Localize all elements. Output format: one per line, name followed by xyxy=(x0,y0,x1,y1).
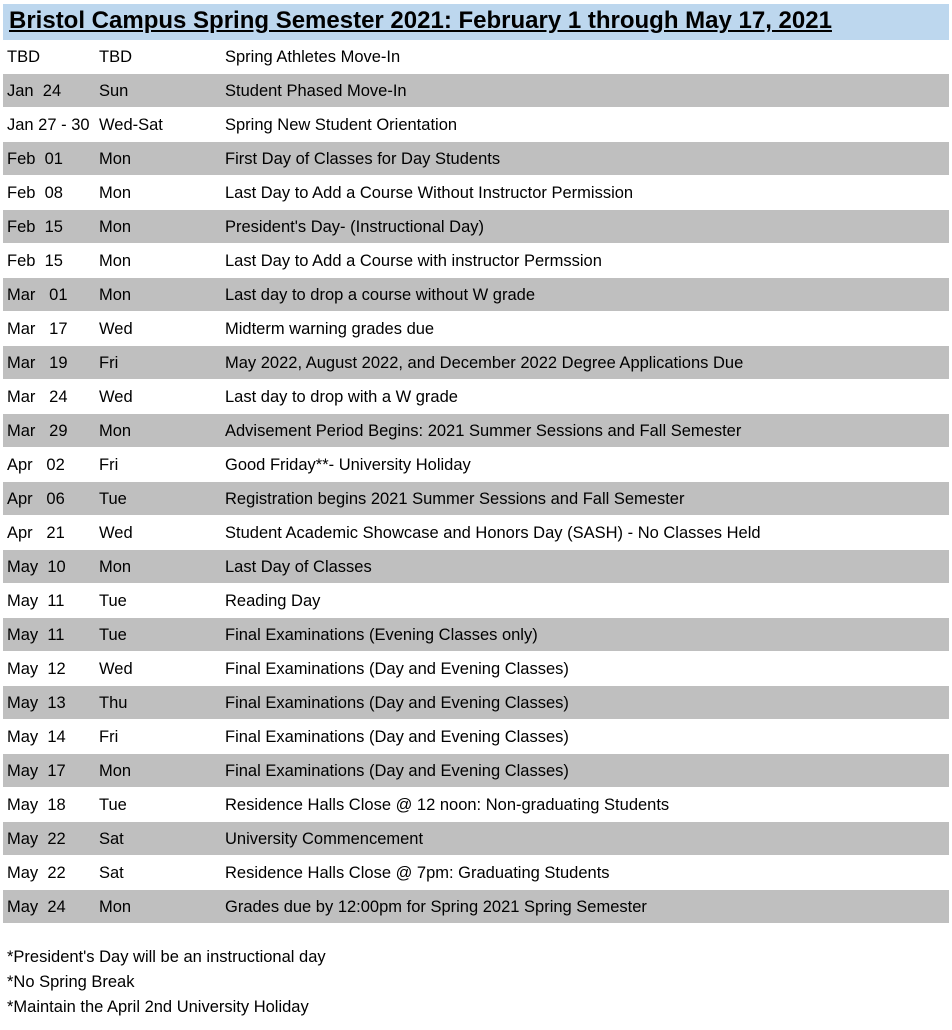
event-cell: Residence Halls Close @ 12 noon: Non-graduating Students xyxy=(225,796,670,814)
table-row xyxy=(3,210,949,244)
table-row xyxy=(3,822,949,856)
table-row xyxy=(3,516,949,550)
event-cell: Last Day to Add a Course with instructor Permssion xyxy=(225,252,602,270)
table-row xyxy=(3,414,949,448)
date-cell: Feb 01 xyxy=(7,150,63,168)
date-cell: May 11 xyxy=(7,592,65,610)
day-cell: Wed xyxy=(99,660,133,678)
table-row xyxy=(3,346,949,380)
table-row xyxy=(3,108,949,142)
title-bar xyxy=(3,4,949,40)
date-cell: Feb 08 xyxy=(7,184,63,202)
date-cell: May 14 xyxy=(7,728,66,746)
day-cell: Mon xyxy=(99,218,132,236)
table-row xyxy=(3,482,949,516)
event-cell: May 2022, August 2022, and December 2022 Degree Applications Due xyxy=(225,354,744,372)
table-row xyxy=(3,754,949,788)
event-cell: Student Phased Move-In xyxy=(225,82,407,100)
footnote: *No Spring Break xyxy=(7,973,135,991)
day-cell: Fri xyxy=(99,456,119,474)
date-cell: Mar 17 xyxy=(7,320,68,338)
day-cell: Sun xyxy=(99,82,129,100)
table-row xyxy=(3,40,949,74)
date-cell: Apr 02 xyxy=(7,456,65,474)
date-cell: May 10 xyxy=(7,558,66,576)
event-cell: Reading Day xyxy=(225,592,321,610)
event-cell: Midterm warning grades due xyxy=(225,320,435,338)
date-cell: Jan 27 - 30 xyxy=(7,116,90,134)
day-cell: Mon xyxy=(99,762,132,780)
event-cell: Final Examinations (Evening Classes only) xyxy=(225,626,538,644)
date-cell: May 13 xyxy=(7,694,66,712)
date-cell: May 22 xyxy=(7,864,66,882)
event-cell: First Day of Classes for Day Students xyxy=(225,150,501,168)
footnote: *President's Day will be an instructional day xyxy=(7,948,326,966)
footnotes xyxy=(7,948,326,1023)
event-cell: Grades due by 12:00pm for Spring 2021 Spring Semester xyxy=(225,898,647,916)
table-row xyxy=(3,176,949,210)
table-row xyxy=(3,448,949,482)
day-cell: Mon xyxy=(99,184,132,202)
day-cell: Mon xyxy=(99,252,132,270)
date-cell: May 22 xyxy=(7,830,66,848)
date-cell: Jan 24 xyxy=(7,82,62,100)
table-row xyxy=(3,584,949,618)
date-cell: May 18 xyxy=(7,796,66,814)
event-cell: President's Day- (Instructional Day) xyxy=(225,218,484,236)
day-cell: Tue xyxy=(99,490,127,508)
table-row xyxy=(3,856,949,890)
event-cell: University Commencement xyxy=(225,830,424,848)
table-row xyxy=(3,788,949,822)
table-row xyxy=(3,720,949,754)
event-cell: Last Day of Classes xyxy=(225,558,372,576)
table-row xyxy=(3,244,949,278)
event-cell: Good Friday**- University Holiday xyxy=(225,456,471,474)
day-cell: Tue xyxy=(99,796,127,814)
date-cell: TBD xyxy=(7,48,40,66)
day-cell: Thu xyxy=(99,694,128,712)
event-cell: Final Examinations (Day and Evening Classes) xyxy=(225,728,569,746)
day-cell: Tue xyxy=(99,626,127,644)
day-cell: Mon xyxy=(99,422,132,440)
schedule-table xyxy=(3,40,949,924)
day-cell: Mon xyxy=(99,898,132,916)
day-cell: Wed xyxy=(99,524,133,542)
date-cell: May 12 xyxy=(7,660,66,678)
event-cell: Last Day to Add a Course Without Instructor Permission xyxy=(225,184,634,202)
table-row xyxy=(3,278,949,312)
event-cell: Registration begins 2021 Summer Sessions and Fall Semester xyxy=(225,490,685,508)
day-cell: Wed xyxy=(99,320,133,338)
event-cell: Final Examinations (Day and Evening Classes) xyxy=(225,660,569,678)
event-cell: Spring New Student Orientation xyxy=(225,116,458,134)
date-cell: May 24 xyxy=(7,898,66,916)
day-cell: TBD xyxy=(99,48,132,66)
day-cell: Mon xyxy=(99,286,132,304)
table-row xyxy=(3,550,949,584)
table-row xyxy=(3,380,949,414)
day-cell: Fri xyxy=(99,354,119,372)
date-cell: May 11 xyxy=(7,626,65,644)
day-cell: Tue xyxy=(99,592,127,610)
date-cell: Feb 15 xyxy=(7,218,63,236)
day-cell: Wed xyxy=(99,388,133,406)
table-row xyxy=(3,890,949,924)
date-cell: Mar 24 xyxy=(7,388,68,406)
table-row xyxy=(3,652,949,686)
date-cell: Mar 29 xyxy=(7,422,68,440)
event-cell: Residence Halls Close @ 7pm: Graduating Students xyxy=(225,864,610,882)
footnote: *Maintain the April 2nd University Holiday xyxy=(7,998,309,1016)
event-cell: Final Examinations (Day and Evening Classes) xyxy=(225,694,569,712)
event-cell: Advisement Period Begins: 2021 Summer Sessions and Fall Semester xyxy=(225,422,742,440)
event-cell: Spring Athletes Move-In xyxy=(225,48,401,66)
date-cell: May 17 xyxy=(7,762,66,780)
table-row xyxy=(3,74,949,108)
table-row xyxy=(3,312,949,346)
event-cell: Last day to drop with a W grade xyxy=(225,388,458,406)
table-row xyxy=(3,618,949,652)
date-cell: Apr 06 xyxy=(7,490,65,508)
date-cell: Apr 21 xyxy=(7,524,65,542)
date-cell: Feb 15 xyxy=(7,252,63,270)
page-title: Bristol Campus Spring Semester 2021: February 1 through May 17, 2021 xyxy=(9,7,832,34)
event-cell: Last day to drop a course without W grade xyxy=(225,286,536,304)
table-row xyxy=(3,686,949,720)
date-cell: Mar 01 xyxy=(7,286,68,304)
day-cell: Mon xyxy=(99,150,132,168)
event-cell: Final Examinations (Day and Evening Classes) xyxy=(225,762,569,780)
day-cell: Sat xyxy=(99,864,124,882)
day-cell: Fri xyxy=(99,728,119,746)
day-cell: Sat xyxy=(99,830,124,848)
table-row xyxy=(3,142,949,176)
day-cell: Wed-Sat xyxy=(99,116,163,134)
event-cell: Student Academic Showcase and Honors Day (SASH) - No Classes Held xyxy=(225,524,761,542)
day-cell: Mon xyxy=(99,558,132,576)
date-cell: Mar 19 xyxy=(7,354,68,372)
